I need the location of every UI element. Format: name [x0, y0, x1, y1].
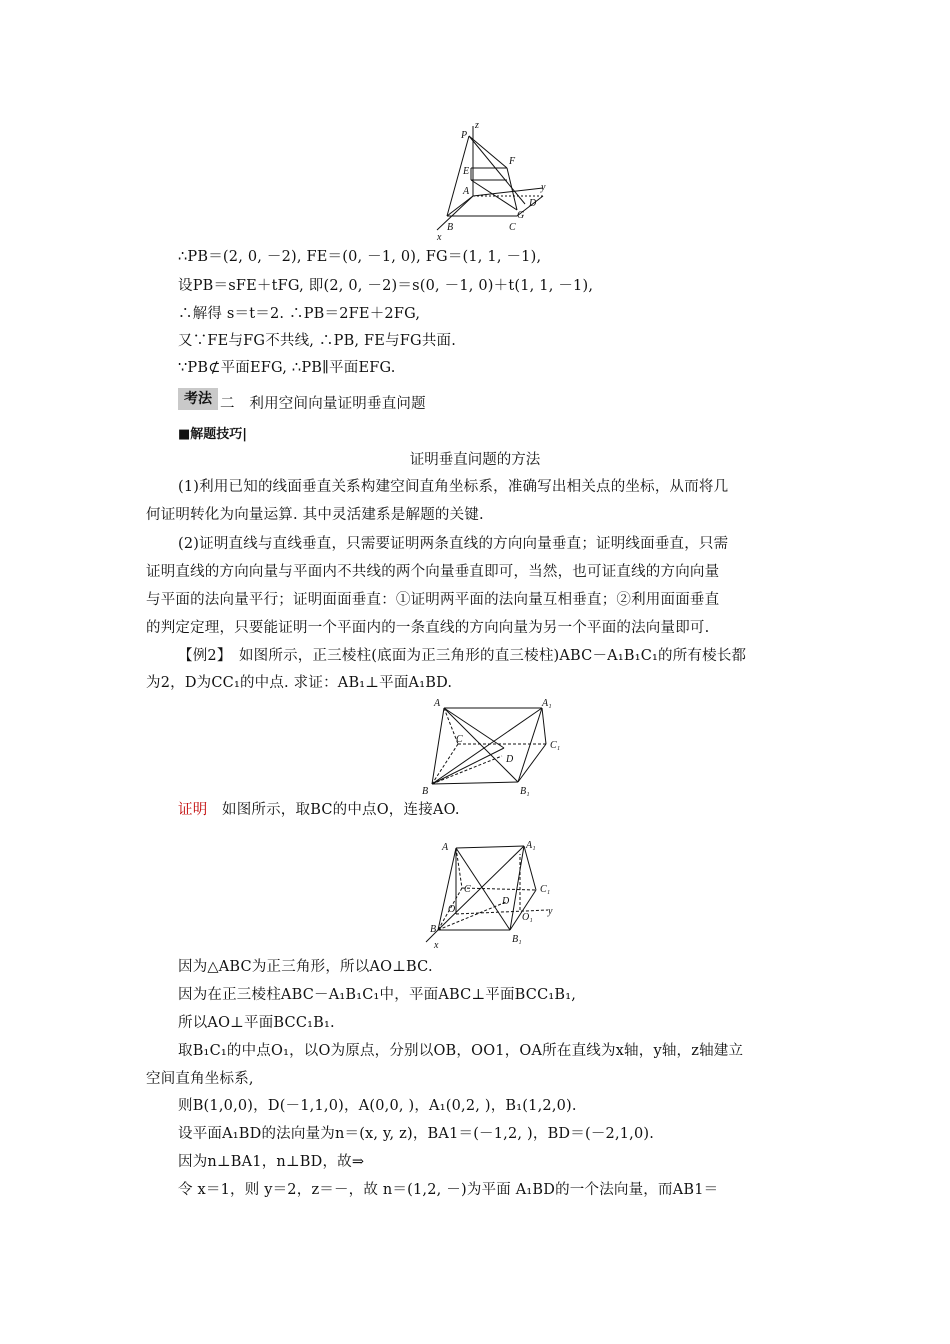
fig3-label-B1: B₁: [512, 934, 522, 945]
fig1-label-x: x: [437, 232, 442, 242]
step-4b: 空间直角坐标系,: [146, 1071, 254, 1087]
para2-line4: 的判定定理，只要能证明一个平面内的一条直线的方向向量为另一个平面的法向量即可.: [146, 620, 710, 636]
step-7: 因为n⊥BA1，n⊥BD，故⇒: [178, 1154, 365, 1170]
para1-line2: 何证明转化为向量运算. 其中灵活建系是解题的关键.: [146, 507, 484, 523]
fig1-label-F: F: [509, 156, 516, 167]
fig1-label-z: z: [475, 120, 479, 131]
text-line-5: ∵PB⊄平面EFG, ∴PB∥平面EFG.: [178, 360, 396, 376]
proof-text: 如图所示，取BC的中点O，连接AO.: [222, 802, 460, 818]
fig1-label-E: E: [463, 166, 470, 177]
fig3-label-O: O: [448, 904, 456, 915]
example2-line1: 【例2】 如图所示，正三棱柱(底面为正三角形的直三棱柱)ABC－A₁B₁C₁的所有棱长都: [178, 648, 747, 664]
fig1-label-A: A: [463, 186, 470, 197]
tip-badge: ■解题技巧|: [178, 427, 248, 442]
text-line-1: ∴PB＝(2, 0, －2), FE＝(0, －1, 0), FG＝(1, 1, －1),: [178, 249, 542, 265]
fig3-label-O1: O₁: [522, 912, 533, 923]
section-title: 二 利用空间向量证明垂直问题: [220, 396, 426, 412]
text-line-3: ∴解得 s＝t＝2. ∴PB＝2FE＋2FG,: [178, 306, 421, 322]
figure-prism-axes: [420, 834, 560, 950]
step-5: 则B(1,0,0)，D(－1,1,0)，A(0,0, )，A₁(0,2, )，B₁(1,2,0).: [178, 1098, 577, 1114]
fig2-label-B: B: [422, 786, 429, 797]
fig3-label-D: D: [502, 896, 510, 907]
text-line-2: 设PB＝sFE＋tFG, 即(2, 0, －2)＝s(0, －1, 0)＋t(1, 1, －1),: [178, 278, 594, 294]
proof-label: 证明: [178, 802, 208, 818]
fig2-label-B1: B₁: [520, 786, 530, 797]
step-6: 设平面A₁BD的法向量为n＝(x, y, z)，BA1＝(－1,2, )，BD＝(－2,1,0).: [178, 1126, 655, 1142]
step-3: 所以AO⊥平面BCC₁B₁.: [178, 1015, 335, 1031]
para2-line1: (2)证明直线与直线垂直，只需要证明两条直线的方向向量垂直；证明线面垂直，只需: [178, 536, 729, 552]
fig1-label-C: C: [509, 222, 516, 233]
fig1-label-B: B: [447, 222, 454, 233]
step-8: 令 x＝1，则 y＝2，z＝－，故 n＝(1,2, －)为平面 A₁BD的一个法向量，而AB1＝: [178, 1182, 719, 1198]
fig3-label-x: x: [434, 940, 439, 950]
method-title: 证明垂直问题的方法: [409, 452, 541, 468]
fig1-label-G: G: [517, 210, 525, 221]
fig2-label-C: C: [456, 734, 463, 745]
fig2-label-D: D: [506, 754, 514, 765]
para2-line2: 证明直线的方向向量与平面内不共线的两个向量垂直即可，当然，也可证直线的方向向量: [146, 564, 720, 580]
fig3-label-A: A: [442, 842, 449, 853]
fig3-label-C1: C₁: [540, 884, 551, 895]
fig2-label-C1: C₁: [550, 740, 561, 751]
step-2: 因为在正三棱柱ABC－A₁B₁C₁中，平面ABC⊥平面BCC₁B₁,: [178, 987, 577, 1003]
example2-line2: 为2，D为CC₁的中点. 求证：AB₁⊥平面A₁BD.: [146, 675, 453, 691]
fig3-label-A1: A₁: [526, 840, 536, 851]
text-line-4: 又∵FE与FG不共线, ∴PB, FE与FG共面.: [178, 333, 457, 349]
fig1-label-y: y: [541, 182, 546, 193]
fig1-label-D: D: [529, 198, 537, 209]
fig2-label-A1: A₁: [542, 698, 552, 709]
fig3-label-C: C: [464, 884, 471, 895]
section-badge: 考法: [178, 388, 218, 410]
step-1: 因为△ABC为正三角形，所以AO⊥BC.: [178, 959, 433, 975]
para1-line1: (1)利用已知的线面垂直关系构建空间直角坐标系，准确写出相关点的坐标，从而将几: [178, 479, 729, 495]
step-4a: 取B₁C₁的中点O₁，以O为原点，分别以OB，OO1，OA所在直线为x轴，y轴，z轴建立: [178, 1043, 744, 1059]
figure-prism: [420, 694, 570, 798]
para2-line3: 与平面的法向量平行；证明面面垂直：①证明两平面的法向量互相垂直；②利用面面垂直: [146, 592, 720, 608]
fig2-label-A: A: [434, 698, 441, 709]
fig3-label-B: B: [430, 924, 437, 935]
fig1-label-P: P: [461, 130, 468, 141]
figure-pyramid-axes: [425, 118, 555, 242]
fig3-label-y: y: [548, 906, 553, 917]
